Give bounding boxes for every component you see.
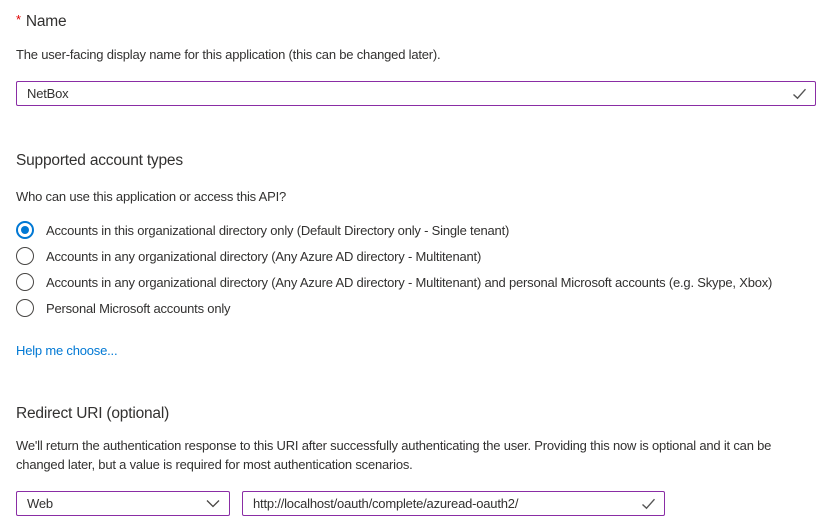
radio-option-label: Accounts in this organizational directory only (Default Directory only - Single tenant) xyxy=(46,222,510,238)
redirect-uri-section xyxy=(16,403,813,516)
redirect-uri-description: We'll return the authentication response to this URI after successfully authenticating the user. Providing this now is optional and it can be changed later, but a value is required for most authentication scenarios. xyxy=(16,438,772,472)
chevron-down-icon xyxy=(206,499,220,508)
required-asterisk: * xyxy=(16,12,21,27)
account-types-radio-group xyxy=(16,217,813,321)
name-input[interactable] xyxy=(27,86,792,101)
help-me-choose-link[interactable]: Help me choose... xyxy=(16,343,118,358)
redirect-uri-input[interactable] xyxy=(253,496,641,511)
name-description: The user-facing display name for this application (this can be changed later). xyxy=(16,47,441,62)
platform-select[interactable] xyxy=(16,491,230,516)
radio-option-personal-only[interactable] xyxy=(16,295,813,321)
radio-unselected-icon xyxy=(16,247,34,265)
radio-option-label: Accounts in any organizational directory (Any Azure AD directory - Multitenant) and personal Microsoft accounts (e.g. Skype, Xbox) xyxy=(46,274,773,290)
redirect-uri-row xyxy=(16,491,813,516)
radio-selected-icon xyxy=(16,221,34,239)
radio-option-multitenant[interactable] xyxy=(16,243,813,269)
name-section-title xyxy=(16,9,813,32)
name-input-container xyxy=(16,81,816,106)
radio-option-single-tenant[interactable] xyxy=(16,217,813,243)
name-title-text: Name xyxy=(25,13,67,30)
valid-check-icon xyxy=(792,88,807,100)
redirect-uri-title: Redirect URI (optional) xyxy=(16,405,170,422)
account-types-title: Supported account types xyxy=(16,152,183,169)
radio-unselected-icon xyxy=(16,299,34,317)
platform-select-value: Web xyxy=(27,496,53,511)
radio-option-multitenant-personal[interactable] xyxy=(16,269,813,295)
radio-option-label: Personal Microsoft accounts only xyxy=(46,300,231,316)
radio-unselected-icon xyxy=(16,273,34,291)
radio-option-label: Accounts in any organizational directory (Any Azure AD directory - Multitenant) xyxy=(46,248,482,264)
account-types-section xyxy=(16,150,813,360)
account-types-question: Who can use this application or access this API? xyxy=(16,189,287,204)
redirect-uri-input-container xyxy=(242,491,665,516)
valid-check-icon xyxy=(641,498,656,510)
